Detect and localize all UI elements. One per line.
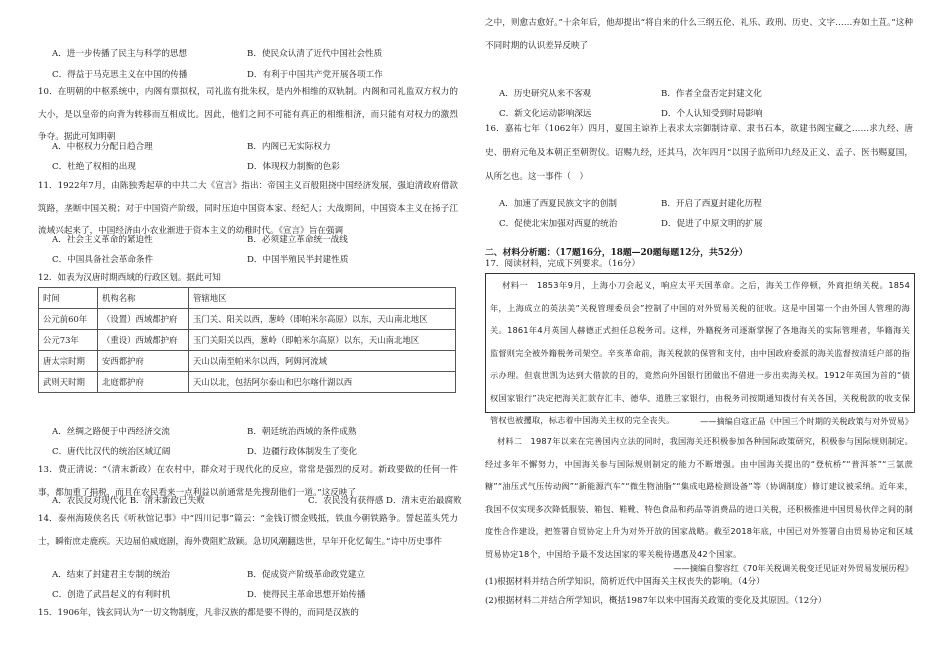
q10-option-b: B．内阁已无实际权力 [247, 142, 331, 152]
table-cell: 时间 [39, 288, 98, 309]
q13-option-ab: A．农民反对现代化 B．清末新政已失败 [52, 496, 205, 506]
table-cell: （设置）西域都护府 [98, 309, 189, 330]
q16-stem: 16．嘉祐七年（1062年）四月，夏国主谅祚上表求太宗御制诗章、隶书石本，欲建书阁宝藏之……求九经、唐史、册府元龟及本朝正至朝贺仪。诏赐九经，还其马，次年四月“以国子监所印九经及正义、孟子、医书赐夏国，从所乞也。这一事件（ ） [485, 124, 913, 182]
q16-option-d: D．促进了中原文明的扩展 [661, 219, 763, 229]
q13-option-cd: C．农民没有获得感 D．清末吏治最腐败 [308, 496, 462, 506]
q9-option-d: D．有利于中国共产党开展各项工作 [247, 70, 383, 80]
q16-option-c: C．促使北宋加强对西夏的统治 [499, 219, 618, 229]
table-cell: 玉门关阳关以西，葱岭（即帕米尔高原）以东，天山南北地区 [189, 330, 456, 351]
material-two-text: 材料二 1987年以来在完善国内立法的同时，我国海关还积极参加各种国际政策研究，积极参与国际规则制定。经过多年不懈努力，中国海关参与国际规则制定的能力不断增强。由中国海关提出的“登杭桥”“普洱茶”“三氯蔗糖”“油压式气压传动阀”“新能源汽车”“微生物油脂”“集成电路检测设备”等（协调制度）修订建议被采纳。近年来，我国不仅实现多次降低服装、箱包、鞋靴、特色食品和药品等消费品的进口关税，还积极推进中国贸易伙伴之间的制度性合作建设，把签署自贸协定上升为对外开放的国家战略。截至2018年底，中国已对外签署自由贸易协定和区域贸易协定18个，中国给予最不发达国家的零关税待遇惠及42个国家。 [485, 436, 913, 559]
q11-option-b: B．必须建立革命统一战线 [247, 235, 348, 245]
section-heading: 二、材料分析题：（17题16分，18题—20题每题12分，共52分） [485, 248, 748, 258]
q12-option-c: C．唐代比汉代的统治区域辽阔 [52, 447, 171, 457]
q14-option-c: C．创造了武昌起义的有利时机 [52, 590, 171, 600]
q14-option-b: B．促成资产阶级革命政党建立 [247, 570, 366, 580]
table-cell: 天山以南至帕米尔以西，阿姆河流域 [189, 351, 456, 372]
table-cell: 唐太宗时期 [39, 351, 98, 372]
q12-stem: 12．如表为汉唐时期西域的行政区划。据此可知 [38, 273, 221, 283]
table-cell: （重设）西域都护府 [98, 330, 189, 351]
q16-option-a: A．加速了西夏民族文字的创制 [499, 199, 617, 209]
q15-stem: 15．1906年，钱玄同认为“一切文物制度，凡非汉族的都是要不得的，而同是汉族的 [38, 608, 359, 618]
q14-stem: 14．泰州海陵侠名氏《听秋馆记事》中“四川记事”篇云：“金钱订惯金贱抵，铁血今朝铁路争。誓起蓝头凭力士，瞬衔庶走鹿疾。天边届伯威庭剧，海外费阻贮敌颖。急切风潮翻迭世，早年开化忆匐生。”诗中历史事件 [38, 514, 458, 547]
q14-option-d: D．使得民主革命思想开始传播 [247, 590, 366, 600]
q15-option-b: B．作者全盘否定封建文化 [661, 89, 762, 99]
table-cell: 安西都护府 [98, 351, 189, 372]
table-cell: 天山以北，包括阿尔泰山和巴尔喀什湖以西 [189, 372, 456, 393]
material-one-source: ——摘编自寇正晶《中国三个时期的关税政策与对外贸易》 [700, 416, 913, 426]
table-row [39, 351, 456, 372]
q11-option-a: A．社会主义革命的紧迫性 [52, 235, 153, 245]
q13-stem: 13．费正清说：“（清末新政）在农村中，群众对于现代化的反应，常常是强烈的反对。新政要做的任何一件事，都加重了捐税，而且在农民看来一点利益以前通常是先搜刮他们一道。”这反映了 [38, 465, 458, 498]
q16-option-b: B．开启了西夏封建化历程 [661, 199, 762, 209]
table-row [39, 372, 456, 393]
q17-intro: 17．阅读材料，完成下列要求。（16分） [485, 259, 641, 269]
table-cell: 机构名称 [98, 288, 189, 309]
q9-option-c: C．得益于马克思主义在中国的传播 [52, 70, 188, 80]
q12-option-d: D．边疆行政体制发生了变化 [247, 447, 358, 457]
table-row [39, 309, 456, 330]
q15-option-c: C．新文化运动影响深远 [499, 109, 592, 119]
table-cell: 北庭都护府 [98, 372, 189, 393]
q12-option-a: A．丝绸之路便于中西经济交流 [52, 427, 170, 437]
q14-option-a: A．结束了封建君主专制的统治 [52, 570, 170, 580]
q12-option-b: B．朝廷统治西域的条件成熟 [247, 427, 357, 437]
q9-option-b: B．使民众认清了近代中国社会性质 [247, 49, 383, 59]
q10-option-d: D．体现权力制衡的色彩 [247, 162, 340, 172]
material-one-text: 材料一 1853年9月，上海小刀会起义，响应太平天国革命。之后，海关工作停顿，外商拒纳关税。1854年，上海成立的英法美“关税管理委员会”控制了中国的对外贸易关税的征收。这是中国第一个由外国人管理的海关。1861年4月英国人赫德正式担任总税务司。这样，外籍税务司逐渐掌握了各地海关的实际管理者，华籍海关监督则完全被外籍税务司架空。辛亥革命前，海关税款的保管和支付，由中国政府委派的海关监督按清廷户部的指示办理。但袁世凯为达到大借款的目的，竟然向外国银行团做出不借进一步出卖海关权。1912年英国为首的“债权国家银行”决定把海关汇款存汇丰、德华、道胜三家银行，由税务司按期通知拨付有关各国，关税税款的收支保管权也被攫取，标志着中国海关主权的完全丧失。 [490, 280, 910, 425]
q11-option-d: D．中国半殖民半封建性质 [247, 255, 349, 265]
q10-stem: 10．在明朝的中枢系统中，内阁有票拟权，司礼监有批朱权，是内外相维的双轨制。内阁和司礼监双方权力的大小，是以皇帝的向背为转移而互相成比。因此，他们之间不可能有真正的相维相济，而只能有对权力的激烈争夺。据此可知明朝 [38, 87, 458, 142]
material-two-source: ——摘编自黎容红《70年关税调关税变迁见证对外贸易发展历程》 [673, 563, 913, 573]
q15-stem-continued: 之中，则愈古愈好。”十余年后，他却提出“将自来的什么三纲五伦、礼乐、政刑、历史、文字……弃如土苴。”这种不同时期的认识差异反映了 [485, 18, 913, 51]
table-row [39, 330, 456, 351]
q9-option-a: A．进一步传播了民主与科学的思想 [52, 49, 188, 59]
table-cell: 公元73年 [39, 330, 98, 351]
table-cell: 管辖地区 [189, 288, 456, 309]
q10-option-a: A．中枢权力分配日趋合理 [52, 142, 153, 152]
western-regions-table [38, 287, 456, 393]
q15-option-a: A．历史研究从来不客观 [499, 89, 592, 99]
sub-question-1: (1)根据材料并结合所学知识，简析近代中国海关主权丧失的影响。（4分） [485, 577, 765, 587]
q11-stem: 11．1922年7月，由陈独秀起草的中共二大《宣言》指出：帝国主义百般阻挠中国经济发展，强迫清政府借款筑路，垄断中国关税；对于中国资产阶级，同时压迫中国资本家、经纪人；大战期间，中国资本主义在扬子江流域兴起来了，中国经济由小农业渐进于资本主义的幼稚时代。《宣言》旨在强调 [38, 181, 458, 236]
table-header-row [39, 288, 456, 309]
table-cell: 玉门关、阳关以西，葱岭（即帕米尔高原）以东，天山南北地区 [189, 309, 456, 330]
sub-question-2: (2)根据材料二并结合所学知识，概括1987年以来中国海关政策的变化及其原因。（12分） [485, 596, 827, 606]
table-cell: 公元前60年 [39, 309, 98, 330]
q15-option-d: D．个人认知受到时局影响 [661, 109, 763, 119]
q10-option-c: C．杜绝了权相的出现 [52, 162, 136, 172]
table-cell: 武则天时期 [39, 372, 98, 393]
q11-option-c: C．中国具备社会革命条件 [52, 255, 154, 265]
